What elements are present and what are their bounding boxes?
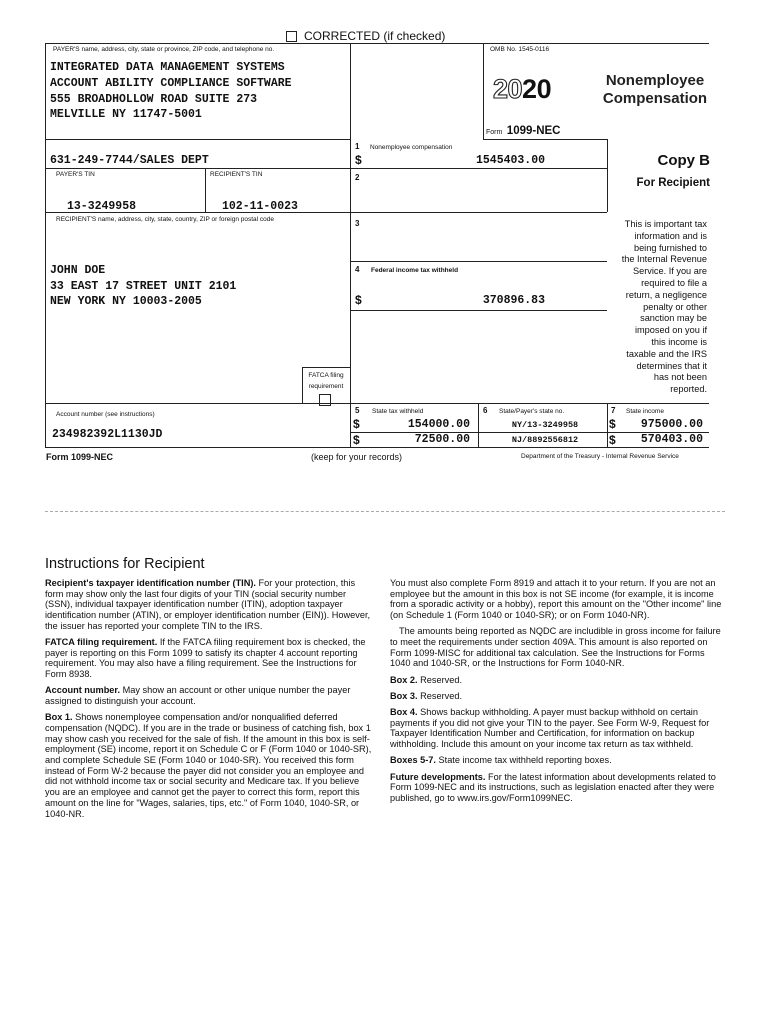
fatca-label-line: FATCA filing: [308, 372, 344, 379]
instruction-text: The amounts being reported as NQDC are includible in gross income for failure to meet the requirements under section 409A. This amount is also reported on Form 1099-MISC for additional tax calculation. See the Instructions for Forms 1040 and 1040-SR, or the Instructions for Form 1040-NR.: [390, 626, 721, 669]
form-title-line: Compensation: [602, 90, 708, 107]
notice-line: imposed on you if: [634, 325, 707, 336]
box6-number: 6: [483, 406, 488, 415]
box4-label: Federal income tax withheld: [371, 267, 459, 274]
box1-dollar-sign: $: [355, 153, 362, 167]
instruction-heading: Boxes 5-7.: [390, 755, 436, 766]
notice-line: sanction may be: [640, 313, 707, 324]
instruction-paragraph: [390, 626, 723, 669]
account-number-label: Account number (see instructions): [56, 411, 155, 418]
notice-line: this income is: [651, 336, 707, 347]
box7-state-income-1[interactable]: 975000.00: [640, 418, 703, 431]
notice-line: penalty or other: [643, 301, 707, 312]
instruction-text: Reserved.: [417, 674, 463, 685]
box7-dollar-sign: $: [609, 417, 616, 431]
box7-label: State income: [626, 408, 664, 415]
recipient-name-address: [50, 263, 236, 310]
notice-line: determines that it: [636, 360, 707, 371]
account-number[interactable]: 234982392L1130JD: [52, 428, 163, 441]
instruction-paragraph: [45, 637, 375, 680]
payer-line: INTEGRATED DATA MANAGEMENT SYSTEMS: [50, 61, 285, 74]
box5-dollar-sign: $: [353, 417, 360, 431]
instruction-paragraph: [45, 685, 375, 706]
instruction-heading: FATCA filing requirement.: [45, 637, 158, 648]
payer-block-label: PAYER'S name, address, city, state or province, ZIP code, and telephone no.: [53, 46, 275, 53]
box7-dollar-sign: $: [609, 433, 616, 447]
box5-state-tax-withheld-1[interactable]: 154000.00: [407, 418, 470, 431]
box1-label: Nonemployee compensation: [370, 144, 453, 151]
fatca-label-line: requirement: [308, 383, 344, 390]
recipient-line: JOHN DOE: [50, 264, 106, 277]
notice-line: This is important tax: [624, 219, 707, 229]
instruction-text: State income tax withheld reporting boxes.: [435, 755, 612, 766]
notice-line: reported.: [670, 384, 707, 395]
instruction-paragraph: [390, 691, 723, 702]
box2-number: 2: [355, 173, 360, 182]
instruction-text: For your protection, this form may show only the last four digits of your TIN (social security number (SSN), individual taxpayer identification number (ITIN), adoption taxpayer identification number (ATIN), or employer identification number (EIN)). However, the issuer has reported your complete TIN to the IRS.: [45, 578, 371, 631]
recipient-line: NEW YORK NY 10003-2005: [50, 295, 202, 308]
box3-number: 3: [355, 219, 360, 228]
instruction-text: If the FATCA filing requirement box is checked, the payer is reporting on this Form 1099 to satisfy its chapter 4 account reporting requirement. You may also have a filing requirement. See the Instructions for Form 8938.: [45, 637, 366, 680]
instruction-heading: Box 4.: [390, 707, 418, 718]
important-tax-notice: [580, 219, 707, 396]
corrected-label: CORRECTED (if checked): [304, 29, 446, 43]
payer-line: ACCOUNT ABILITY COMPLIANCE SOFTWARE: [50, 76, 292, 90]
box6-state-payer-no-2[interactable]: NJ/8892556812: [511, 435, 579, 445]
form-title: [580, 72, 730, 108]
box1-number: 1: [355, 142, 360, 151]
form-designation: [486, 121, 561, 139]
fatca-label: [303, 372, 349, 391]
omb-number: OMB No. 1545-0116: [490, 46, 550, 53]
instruction-heading: Box 3.: [390, 690, 418, 701]
notice-line: taxable and the IRS: [626, 348, 707, 359]
box5-state-tax-withheld-2[interactable]: 72500.00: [414, 433, 470, 446]
footer-form-name: Form 1099-NEC: [46, 452, 114, 462]
box5-dollar-sign: $: [353, 433, 360, 447]
box7-state-income-2[interactable]: 570403.00: [640, 433, 703, 446]
box4-federal-tax-withheld[interactable]: 370896.83: [482, 294, 545, 307]
recipient-tin[interactable]: 102-11-0023: [222, 200, 298, 213]
instruction-paragraph: [45, 712, 375, 819]
instruction-text: Shows nonemployee compensation and/or nonqualified deferred compensation (NQDC). If you are in the trade or business of catching fish, box 1 may show cash you received for the sale of fish. If the amount in this box is self-employment (SE) income, report it on Schedule C or F (Form 1040 or 1040-SR), and complete Schedule SE (Form 1040 or 1040-SR). You received this form instead of Form W-2 because the payer did not consider you an employee and did not withhold income tax or social security and Medicare tax. If you believe you are an employee and cannot get the payer to correct this form, report this amount on the line for "Wages, salaries, tips, etc." of Form 1040, 1040-SR, or 1040-NR.: [45, 712, 372, 819]
notice-line: has not been: [653, 372, 707, 383]
box5-number: 5: [355, 406, 360, 415]
instruction-heading: Account number.: [45, 685, 121, 696]
instruction-heading: Recipient's taxpayer identification number (TIN).: [45, 578, 256, 588]
instruction-paragraph: [390, 707, 723, 750]
footer-keep-note: (keep for your records): [311, 452, 403, 462]
tax-year: [493, 74, 551, 105]
box6-state-payer-no-1[interactable]: NY/13-3249958: [511, 420, 579, 430]
box4-dollar-sign: $: [355, 293, 362, 307]
notice-line: the Internal Revenue: [621, 254, 707, 265]
corrected-checkbox[interactable]: [286, 31, 297, 42]
instructions-heading: Instructions for Recipient: [45, 556, 205, 572]
fatca-checkbox[interactable]: [319, 394, 331, 406]
form-title-line: Nonemployee: [605, 72, 705, 89]
notice-line: information and is: [634, 230, 707, 241]
form-number: 1099-NEC: [506, 125, 561, 137]
instruction-heading: Box 1.: [45, 712, 73, 723]
box6-label: State/Payer's state no.: [499, 408, 565, 415]
instruction-paragraph: [390, 772, 723, 804]
instruction-paragraph: [390, 675, 723, 686]
recipient-line: 33 EAST 17 STREET UNIT 2101: [50, 279, 237, 293]
tax-year-solid: 20: [522, 74, 552, 104]
copy-subtitle: For Recipient: [636, 177, 710, 189]
box4-number: 4: [355, 265, 360, 274]
instruction-paragraph: [45, 578, 375, 632]
footer-department: Department of the Treasury - Internal Revenue Service: [521, 453, 679, 460]
instruction-text: For the latest information about developments related to Form 1099-NEC and its instructions, such as legislation enacted after they were published, go to www.irs.gov/Form1099NEC.: [390, 771, 716, 803]
instruction-text: Shows backup withholding. A payer must backup withhold on certain payments if you did not give your TIN to the payer. See Form W-9, Request for Taxpayer Identification Number and Certification, for information on backup withholding. Include this amount on your income tax return as tax withheld.: [390, 707, 710, 750]
copy-title: Copy B: [657, 152, 710, 169]
instruction-text: You must also complete Form 8919 and attach it to your return. If you are not an employee but the amount in this box is not SE income (for example, it is income from a sporadic activity or a hobby), report this amount on the "Other income" line (on Schedule 1 (Form 1040 or 1040-SR); or on Form 1040-NR).: [390, 578, 722, 621]
recipient-tin-label: RECIPIENT'S TIN: [210, 171, 263, 178]
form-word: Form: [486, 129, 503, 136]
instruction-paragraph: [390, 578, 723, 621]
instructions-right-column: [390, 578, 723, 809]
instruction-text: May show an account or other unique number the payer assigned to distinguish your account.: [45, 685, 351, 707]
notice-line: being furnished to: [633, 242, 707, 253]
instruction-paragraph: [390, 755, 723, 766]
payer-tin-label: PAYER'S TIN: [56, 171, 95, 178]
instruction-text: Reserved.: [417, 690, 463, 701]
instruction-heading: Future developments.: [390, 771, 486, 782]
payer-tin[interactable]: 13-3249958: [67, 200, 137, 213]
payer-name-address: [50, 60, 292, 123]
notice-line: required to file a: [641, 277, 707, 288]
box1-nonemployee-compensation[interactable]: 1545403.00: [475, 154, 545, 167]
notice-line: Service. If you are: [632, 266, 707, 277]
payer-line: 555 BROADHOLLOW ROAD SUITE 273: [50, 92, 258, 106]
tax-year-outline: 20: [493, 74, 523, 104]
box7-number: 7: [611, 406, 616, 415]
instructions-left-column: [45, 578, 375, 825]
instruction-heading: Box 2.: [390, 674, 418, 685]
payer-phone: 631-249-7744/SALES DEPT: [50, 154, 209, 167]
cut-line: [45, 511, 725, 512]
recipient-block-label: RECIPIENT'S name, address, city, state, country, ZIP or foreign postal code: [56, 216, 275, 223]
payer-line: MELVILLE NY 11747-5001: [50, 108, 202, 122]
box5-label: State tax withheld: [372, 408, 424, 415]
notice-line: return, a negligence: [625, 289, 707, 300]
